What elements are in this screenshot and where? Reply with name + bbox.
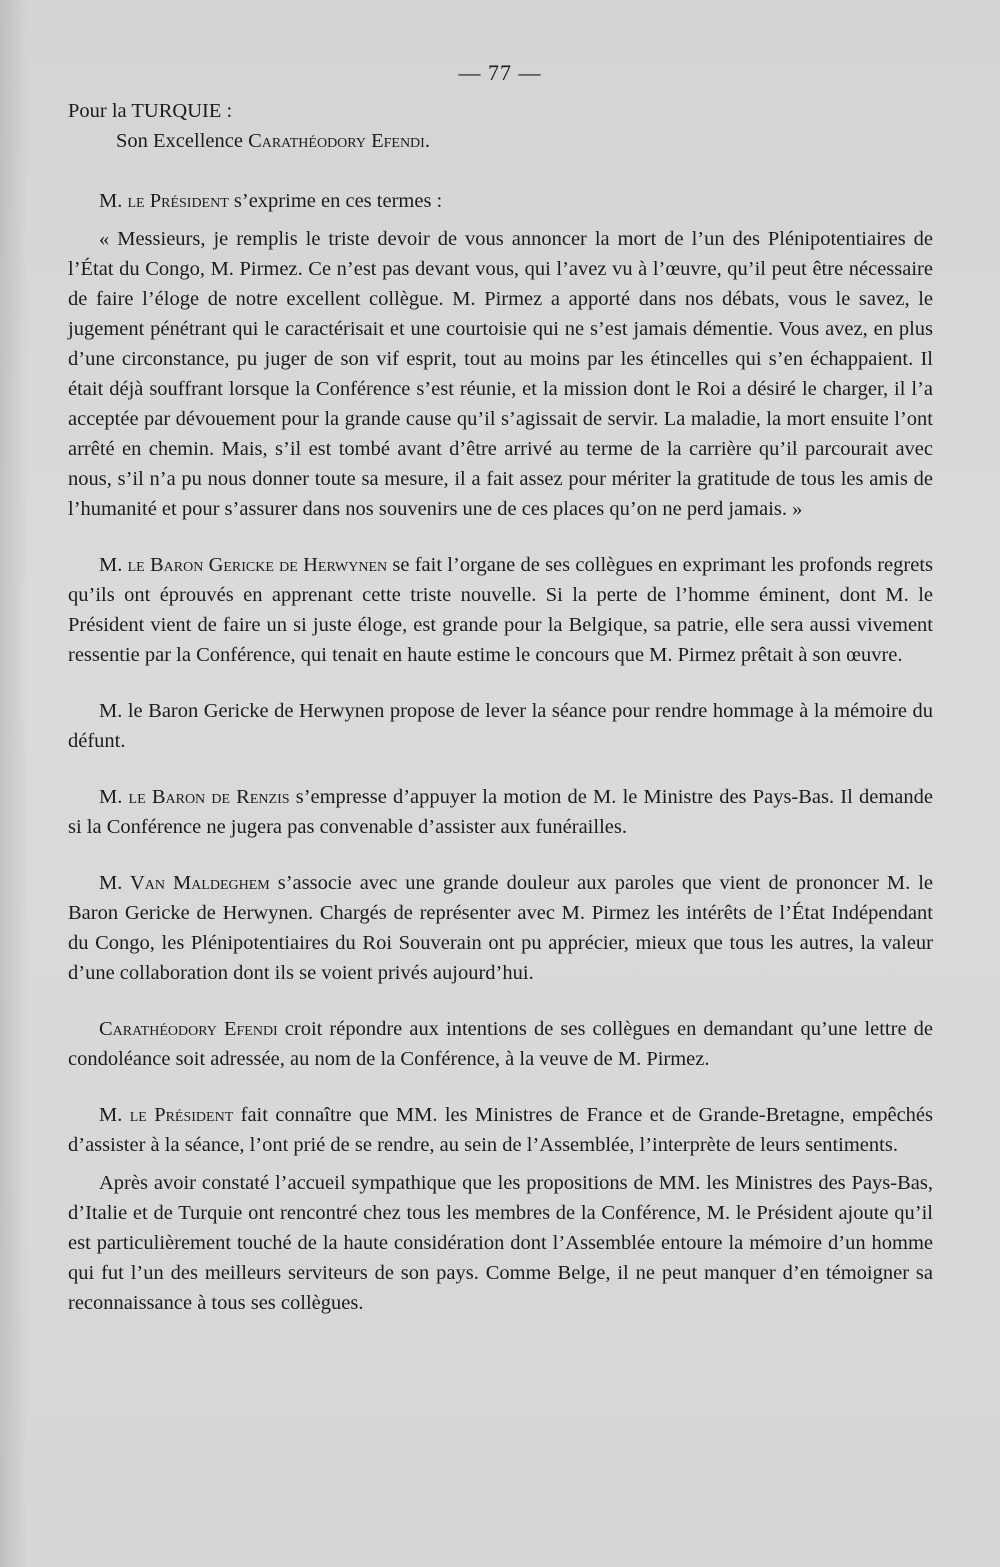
paragraph-text: s’empresse d’appuyer la motion de M. le Ministre des Pays-Bas. Il demande si la Conférence ne jugera pas convenable d’assister aux funérailles. [68, 786, 934, 838]
page-number: — 77 — [458, 60, 542, 85]
paragraph-text: croit répondre aux intentions de ses collègues en demandant qu’une lettre de condoléance soit adressée, au nom de la Conférence, à la veuve de M. Pirmez. [68, 1018, 933, 1070]
maldeghem-paragraph [68, 868, 933, 988]
paragraph-text: se fait l’organe de ses collègues en exprimant les profonds regrets qu’ils ont éprouvés en apprenant cette triste nouvelle. Si la perte de l’homme éminent, dont M. le Président vient de faire un si juste éloge, est grande pour la Belgique, sa patrie, elle sera aussi vivement ressentie par la Conférence, qui tenait en haute estime le concours que M. Pirmez prêtait à son œuvre. [68, 554, 933, 666]
delegate-title: Son Excellence [116, 130, 249, 152]
gericke-paragraph [68, 550, 933, 670]
renzis-paragraph [68, 782, 933, 842]
speaker-name: M. le Président [99, 1104, 234, 1126]
speaker-name: M. le Président [99, 190, 229, 212]
president-paragraph [68, 1100, 933, 1160]
country-heading: Pour la TURQUIE : [68, 100, 233, 122]
speaker-name: M. le Baron Gericke de Herwynen [99, 554, 388, 576]
gericke-proposal-paragraph: M. le Baron Gericke de Herwynen propose de lever la séance pour rendre hommage à la mémoire du défunt. [68, 700, 933, 752]
paragraph-text: s’exprime en ces termes : [228, 190, 443, 212]
closing-paragraph: Après avoir constaté l’accueil sympathique que les propositions de MM. les Ministres des Pays-Bas, d’Italie et de Turquie ont rencontré chez tous les membres de la Conférence, M. le Président ajoute qu’il est particulièrement touché de la haute considération dont l’Assemblée entoure la mémoire d’un homme qui fut l’un des meilleurs serviteurs de son pays. Comme Belge, il ne peut manquer d’en témoigner sa reconnaissance à tous ses collègues. [68, 1172, 933, 1314]
president-intro-paragraph [68, 186, 933, 216]
paragraph-text: fait connaître que MM. les Ministres de France et de Grande-Bretagne, empêchés d’assister à la séance, l’ont prié de se rendre, au sein de l’Assemblée, l’interprète de leurs sentiments. [68, 1104, 933, 1156]
page-edge-shadow [0, 0, 28, 1567]
page-body [68, 96, 933, 1318]
delegate-line [68, 126, 933, 156]
president-speech-paragraph: « Messieurs, je remplis le triste devoir de vous annoncer la mort de l’un des Plénipotentiaires de l’État du Congo, M. Pirmez. Ce n’est pas devant vous, qui l’avez vu à l’œuvre, qu’il peut être nécessaire de faire l’éloge de notre excellent collègue. M. Pirmez a apporté dans nos débats, vous le savez, le jugement pénétrant qui le caractérisait et une courtoisie qui ne s’est jamais démentie. Vous avez, en plus d’une circonstance, pu juger de son vif esprit, tout au moins par les étincelles qui s’en échappaient. Il était déjà souffrant lorsque la Conférence s’est réunie, et la mission dont le Roi a désiré le charger, il l’a acceptée par dévouement pour la grande cause qu’il s’agissait de servir. La maladie, la mort ensuite l’ont arrêté en chemin. Mais, s’il est tombé avant d’être arrivé au terme de la carrière qu’il parcourait avec nous, s’il n’a pu nous donner toute sa mesure, il a fait assez pour mériter la gratitude de tous les amis de l’humanité et pour s’assurer dans nos souvenirs une de ces places qu’on ne perd jamais. » [68, 228, 933, 520]
paragraph-text: s’associe avec une grande douleur aux paroles que vient de prononcer M. le Baron Gericke de Herwynen. Chargés de représenter avec M. Pirmez les intérêts de l’État Indépendant du Congo, les Plénipotentiaires du Roi Souverain ont pu apprécier, mieux que tous les autres, la valeur d’une collaboration dont ils se voient privés aujourd’hui. [68, 872, 934, 984]
speaker-name: M. Van Maldeghem [99, 872, 270, 894]
speaker-name: Carathéodory Efendi [99, 1018, 278, 1040]
delegate-name: Carathéodory Efendi. [248, 130, 430, 152]
caratheodory-paragraph [68, 1014, 933, 1074]
speaker-name: M. le Baron de Renzis [99, 786, 290, 808]
